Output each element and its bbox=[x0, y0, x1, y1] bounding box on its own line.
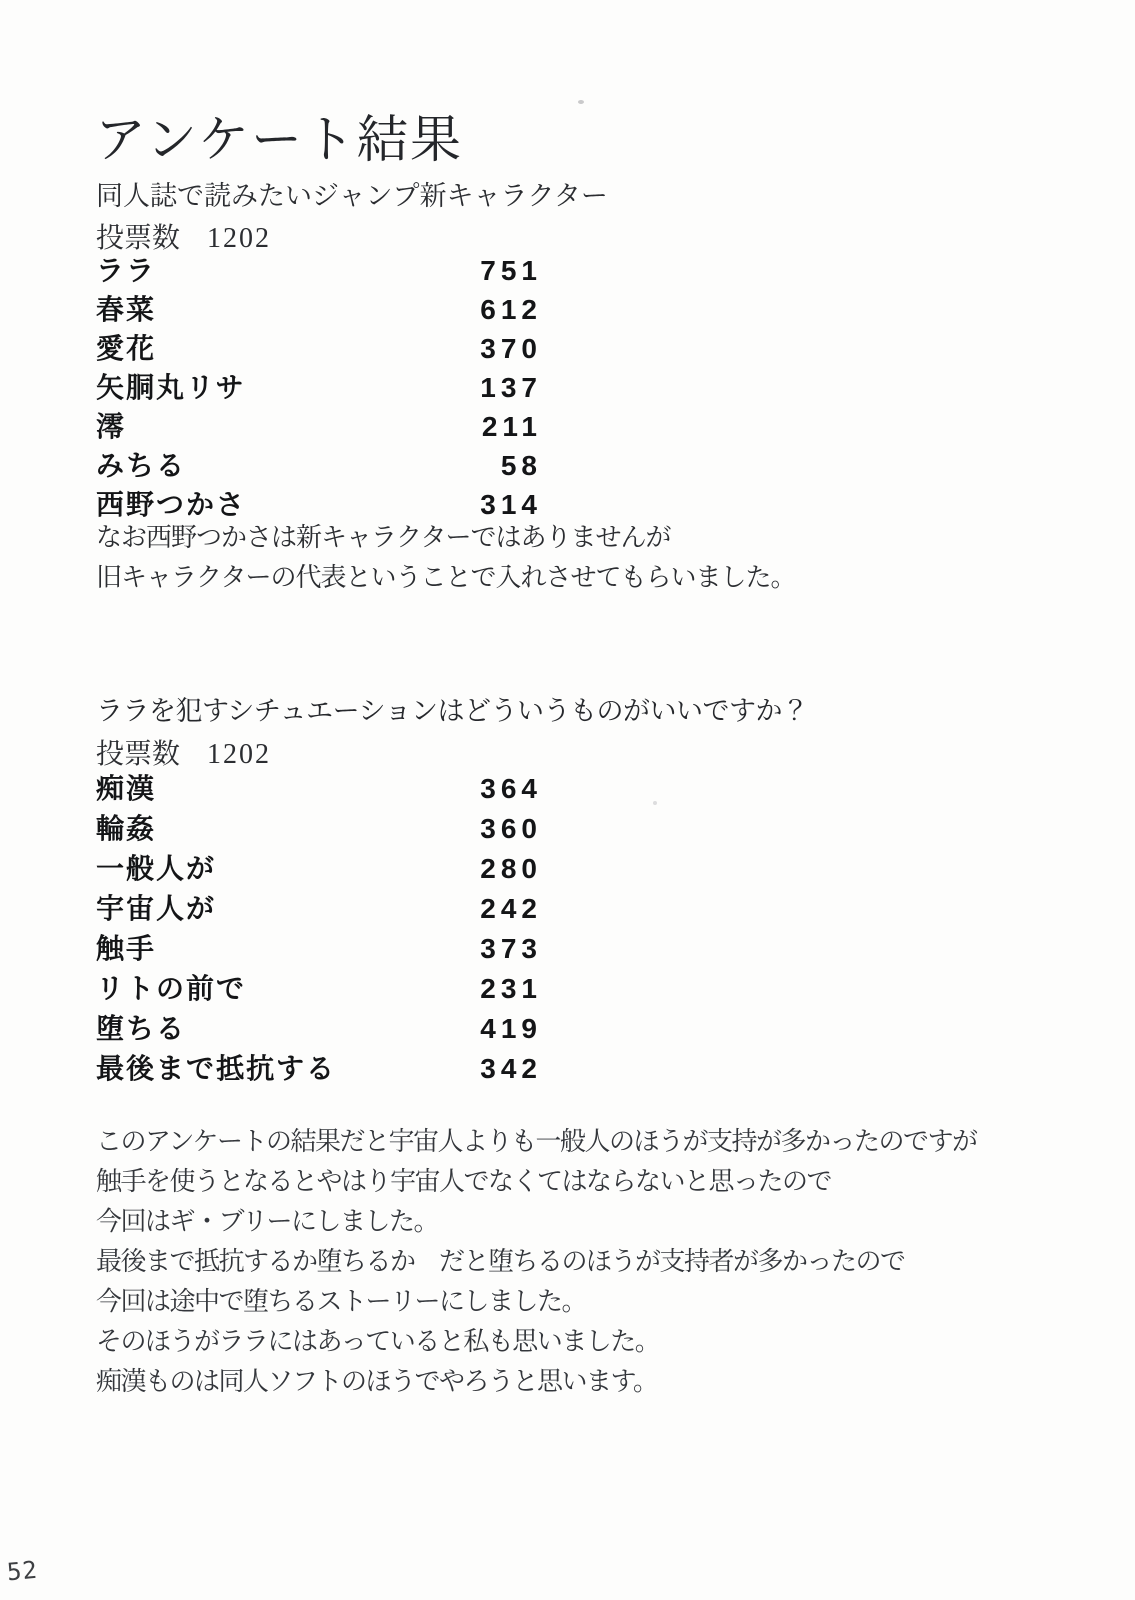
result-value: 751 bbox=[480, 255, 542, 286]
result-value: 231 bbox=[480, 973, 542, 1004]
result-label: 澪 bbox=[96, 411, 127, 442]
result-row bbox=[96, 969, 1056, 1009]
page-number: 52 bbox=[5, 1555, 40, 1587]
afterword-line: 今回は途中で堕ちるストーリーにしました。 bbox=[96, 1287, 587, 1316]
result-label: リトの前で bbox=[96, 973, 247, 1004]
result-value: 364 bbox=[480, 773, 542, 804]
scan-speck bbox=[653, 801, 657, 805]
note-line: なお西野つかさは新キャラクターではありませんが bbox=[96, 523, 671, 552]
result-label: 西野つかさ bbox=[96, 489, 247, 520]
survey2-votes-line bbox=[96, 732, 271, 772]
afterword-line: 最後まで抵抗するか堕ちるか だと堕ちるのほうが支持者が多かったので bbox=[96, 1247, 905, 1276]
result-label: 宇宙人が bbox=[96, 893, 217, 924]
result-label: ララ bbox=[96, 255, 157, 286]
survey1-votes-label: 投票数 bbox=[96, 223, 181, 254]
result-row bbox=[96, 368, 1056, 407]
result-value: 137 bbox=[480, 372, 542, 403]
afterword-line: 今回はギ・ブリーにしました。 bbox=[96, 1207, 438, 1236]
survey1-question: 同人誌で読みたいジャンプ新キャラクター bbox=[96, 181, 608, 211]
result-row bbox=[96, 290, 1056, 329]
result-value: 360 bbox=[480, 813, 542, 844]
result-row bbox=[96, 929, 1056, 969]
result-row bbox=[96, 769, 1056, 809]
result-row bbox=[96, 329, 1056, 368]
page-title: アンケート結果 bbox=[95, 113, 463, 169]
survey1-votes-line bbox=[96, 216, 271, 256]
result-value: 242 bbox=[480, 893, 542, 924]
note-line: 旧キャラクターの代表ということで入れさせてもらいました。 bbox=[96, 563, 796, 592]
survey2-question: ララを犯すシチュエーションはどういうものがいいですか？ bbox=[96, 696, 809, 726]
result-label: 触手 bbox=[96, 933, 157, 964]
afterword-line: 触手を使うとなるとやはり宇宙人でなくてはならないと思ったので bbox=[96, 1167, 832, 1196]
result-row bbox=[96, 446, 1056, 485]
afterword-line: そのほうがララにはあっていると私も思いました。 bbox=[96, 1327, 660, 1356]
survey1-results bbox=[96, 251, 1056, 524]
result-label: 愛花 bbox=[96, 333, 157, 364]
result-value: 342 bbox=[480, 1053, 542, 1084]
result-row bbox=[96, 809, 1056, 849]
afterword-paragraph bbox=[96, 1122, 976, 1402]
result-value: 419 bbox=[480, 1013, 542, 1044]
survey1-votes-count: 1202 bbox=[207, 223, 272, 254]
afterword-line: このアンケートの結果だと宇宙人よりも一般人のほうが支持が多かったのですが bbox=[96, 1127, 977, 1156]
survey2-votes-label: 投票数 bbox=[96, 739, 181, 770]
result-label: みちる bbox=[96, 450, 187, 481]
result-value: 58 bbox=[500, 450, 542, 481]
survey1-notes bbox=[96, 518, 795, 598]
result-value: 211 bbox=[481, 411, 542, 442]
result-value: 370 bbox=[480, 333, 542, 364]
result-value: 373 bbox=[480, 933, 542, 964]
result-label: 堕ちる bbox=[96, 1013, 187, 1044]
result-row bbox=[96, 849, 1056, 889]
result-row bbox=[96, 1009, 1056, 1049]
result-value: 280 bbox=[480, 853, 542, 884]
result-label: 最後まで抵抗する bbox=[96, 1053, 337, 1084]
result-label: 痴漢 bbox=[96, 773, 157, 804]
result-label: 矢胴丸リサ bbox=[96, 372, 246, 403]
result-label: 一般人が bbox=[96, 853, 217, 884]
result-row bbox=[96, 251, 1056, 290]
result-label: 春菜 bbox=[96, 294, 157, 325]
result-row bbox=[96, 889, 1056, 929]
result-value: 612 bbox=[480, 294, 542, 325]
result-value: 314 bbox=[480, 489, 542, 520]
result-row bbox=[96, 1049, 1056, 1089]
survey2-votes-count: 1202 bbox=[207, 739, 272, 770]
scan-speck bbox=[578, 100, 584, 104]
survey2-results bbox=[96, 769, 1056, 1089]
result-row bbox=[96, 407, 1056, 446]
result-label: 輪姦 bbox=[96, 813, 157, 844]
afterword-line: 痴漢ものは同人ソフトのほうでやろうと思います。 bbox=[96, 1367, 658, 1396]
